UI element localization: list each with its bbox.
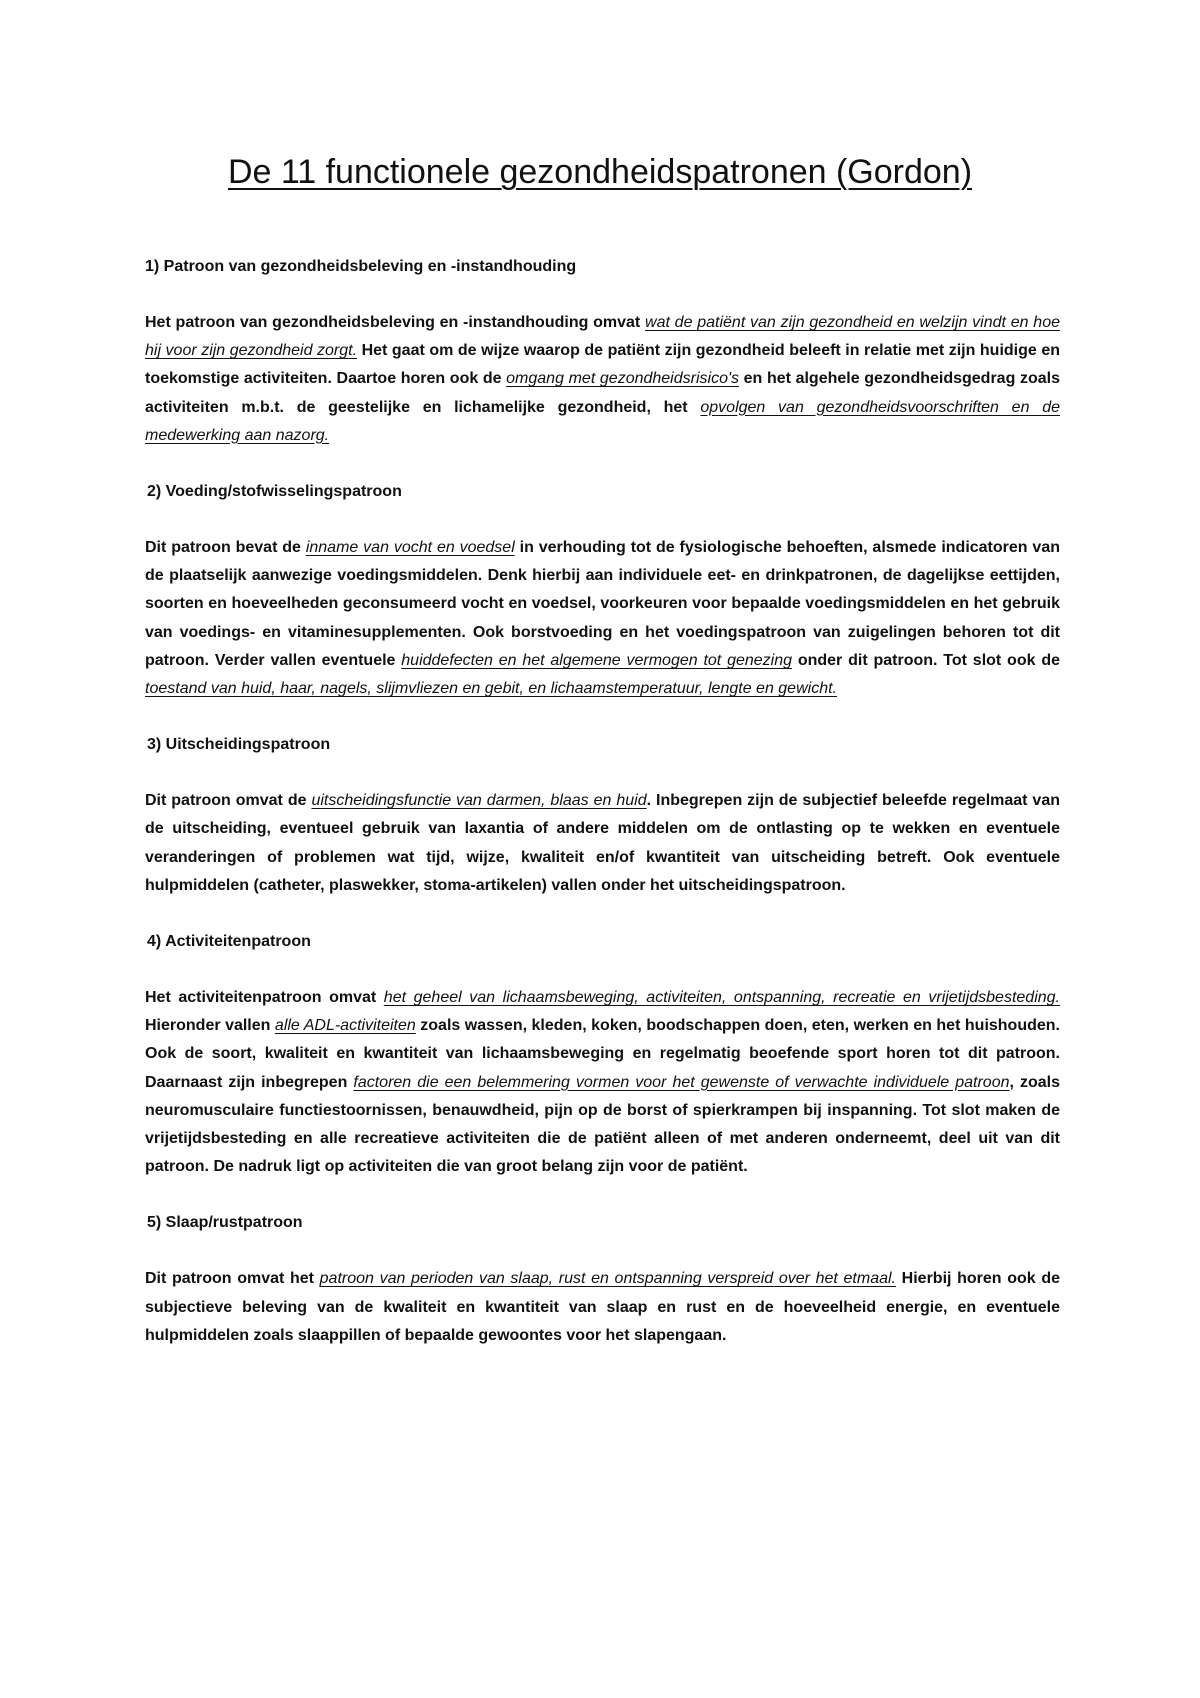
section-heading: 3) Uitscheidingspatroon	[147, 736, 331, 754]
section-3	[145, 731, 1060, 928]
section-heading: 1) Patroon van gezondheidsbeleving en -instandhouding	[145, 258, 577, 275]
section-heading: 4) Activiteitenpatroon	[147, 933, 311, 951]
text-run: in verhouding tot de fysiologische behoeften, alsmede indicatoren van de plaatselijk aanwezige voedingsmiddelen. Denk hierbij aan individuele eet- en drinkpatronen, de dagelijkse eettijden, soorten en hoeveelheden geconsumeerd vocht en voedsel, voorkeuren voor bepaalde voedingsmiddelen en het gebruik van voedings- en vitaminesupplementen. Ook borstvoeding en het voedingspatroon van zuigelingen behoren tot dit patroon. Verder vallen eventuele	[145, 539, 1061, 669]
text-run: zoals wassen, kleden, koken, boodschappen doen, eten, werken en het huishouden. Ook de soort, kwaliteit en kwantiteit van lichaamsbeweging en regelmatig beoefende sport horen tot dit patroon. Daarnaast zijn inbegrepen	[145, 1017, 1060, 1091]
section-paragraph	[145, 984, 1060, 1181]
underlined-phrase: alle ADL-activiteiten	[274, 1017, 416, 1035]
section-4	[145, 928, 1060, 1209]
section-heading: 5) Slaap/rustpatroon	[147, 1214, 303, 1232]
text-run: Het activiteitenpatroon omvat	[145, 989, 384, 1007]
text-run: Dit patroon omvat het	[145, 1270, 320, 1288]
text-run: , zoals neuromusculaire functiestoornissen, benauwdheid, pijn op de borst of spierkrampen bij inspanning. Tot slot maken de vrijetijdsbesteding en alle recreatieve activiteiten die de patiënt alleen of met anderen onderneemt, deel uit van dit patroon. De nadruk ligt op activiteiten die van groot belang zijn voor de patiënt.	[145, 1073, 1061, 1176]
section-1	[145, 253, 1060, 478]
text-run: Het patroon van gezondheidsbeleving en -instandhouding omvat	[145, 314, 646, 331]
underlined-phrase: omgang met gezondheidsrisico's	[506, 370, 740, 388]
text-run: Het gaat om de wijze waarop de patiënt zijn gezondheid beleeft in relatie met zijn huidige en toekomstige activiteiten. Daartoe horen ook de	[145, 342, 1061, 388]
underlined-phrase: factoren die een belemmering vormen voor het gewenste of verwachte individuele patroon	[353, 1073, 1010, 1091]
text-run: onder dit patroon. Tot slot ook de	[792, 651, 1060, 669]
section-2	[145, 478, 1060, 731]
section-paragraph	[145, 309, 1060, 450]
underlined-phrase: patroon van perioden van slaap, rust en ontspanning verspreid over het etmaal.	[319, 1270, 897, 1288]
underlined-phrase: wat de patiënt van zijn gezondheid en welzijn vindt en hoe hij voor zijn gezondheid zorgt.	[145, 314, 1060, 360]
document-body	[145, 253, 1060, 1350]
text-run: Hieronder vallen	[145, 1017, 275, 1035]
page-title: De 11 functionele gezondheidspatronen (Gordon)	[227, 153, 973, 191]
underlined-phrase: opvolgen van gezondheidsvoorschriften en de medewerking aan nazorg.	[145, 398, 1060, 444]
text-run: Hierbij horen ook de subjectieve beleving van de kwaliteit en kwantiteit van slaap en rust en de hoeveelheid energie, en eventuele hulpmiddelen zoals slaappillen of bepaalde gewoontes voor het slapengaan.	[145, 1270, 1061, 1344]
underlined-phrase: huiddefecten en het algemene vermogen tot genezing	[401, 651, 793, 669]
section-5	[145, 1209, 1060, 1350]
section-heading: 2) Voeding/stofwisselingspatroon	[147, 483, 402, 501]
section-paragraph	[145, 1265, 1060, 1350]
text-run: Dit patroon bevat de	[145, 539, 306, 557]
text-run: . Inbegrepen zijn de subjectief beleefde regelmaat van de uitscheiding, eventueel gebruik van laxantia of andere middelen om de ontlasting op te wekken en eventuele veranderingen of problemen wat tijd, wijze, kwaliteit en/of kwantiteit van uitscheiding betreft. Ook eventuele hulpmiddelen (catheter, plaswekker, stoma-artikelen) vallen onder het uitscheidingspatroon.	[145, 792, 1061, 894]
section-paragraph	[145, 534, 1060, 703]
text-run: Dit patroon omvat de	[145, 792, 312, 810]
text-run: en het algehele gezondheidsgedrag zoals activiteiten m.b.t. de geestelijke en lichamelijke gezondheid, het	[145, 370, 1060, 416]
underlined-phrase: toestand van huid, haar, nagels, slijmvliezen en gebit, en lichaamstemperatuur, lengte en gewicht.	[145, 680, 837, 698]
underlined-phrase: uitscheidingsfunctie van darmen, blaas en huid	[311, 792, 647, 810]
section-paragraph	[145, 787, 1060, 900]
underlined-phrase: inname van vocht en voedsel	[305, 539, 515, 557]
underlined-phrase: het geheel van lichaamsbeweging, activiteiten, ontspanning, recreatie en vrijetijdsbesteding.	[383, 989, 1060, 1007]
